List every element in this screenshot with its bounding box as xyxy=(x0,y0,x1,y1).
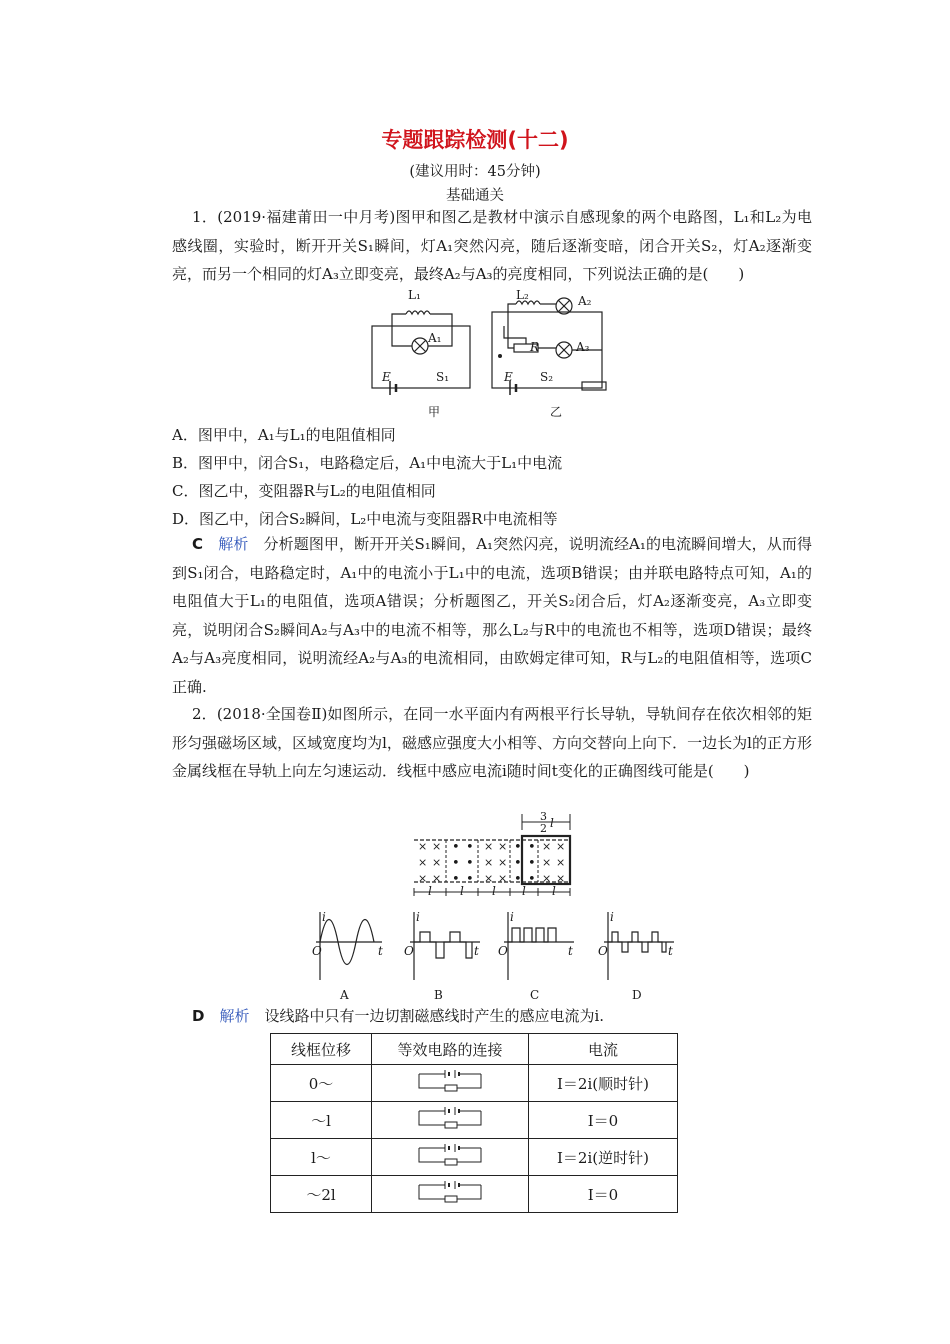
label-jia: 甲 xyxy=(428,405,441,419)
equivalent-circuit-icon xyxy=(415,1144,485,1166)
q1-explanation: 分析题图甲，断开开关S₁瞬间，A₁突然闪亮，说明流经A₁的电流瞬间增大，从而得到S₁闭合，电路稳定时，A₁中的电流小于L₁中的电流，选项B错误；由并联电路特点可知，A₁的电阻值大于L₁的电阻值，选项A错误；分析题图乙，开关S₂闭合后，灯A₂逐渐变亮，A₃立即变亮，说明闭合S₂瞬间A₂与A₃中的电流不相等，那么L₂与R中的电流也不相等，选项D错误；最终A₂与A₃亮度相同，说明流经A₂与A₃的电流相同，由欧姆定律可知，R与L₂的电阻值相等，选项C正确. xyxy=(172,535,812,696)
graph-a-i-label: i xyxy=(322,910,326,924)
label-l-2: l xyxy=(460,884,464,898)
field-dot-10: • xyxy=(528,840,536,855)
graph-d-t-label: t xyxy=(668,944,673,958)
label-three: 3 xyxy=(540,810,547,823)
graph-c-i-label: i xyxy=(510,910,514,924)
graph-b-i-label: i xyxy=(416,910,420,924)
field-cross-14: × xyxy=(556,840,566,853)
circuit-cell xyxy=(372,1102,529,1139)
graph-label-c: C xyxy=(530,988,540,1002)
field-cross-12: × xyxy=(498,872,508,885)
field-dot-9: • xyxy=(514,872,522,887)
current-graphs xyxy=(308,906,678,986)
q1-option-b: B．图甲中，闭合S₁，电路稳定后，A₁中电流大于L₁中电流 xyxy=(172,454,563,472)
label-E-jia: E xyxy=(382,370,391,384)
displacement-cell: l～ xyxy=(271,1139,372,1176)
label-l-4: l xyxy=(522,884,526,898)
field-cross-16: × xyxy=(556,856,566,869)
field-cross-5: × xyxy=(418,872,428,885)
current-cell: I＝2i(顺时针) xyxy=(529,1065,678,1102)
field-dot-3: • xyxy=(452,856,460,871)
label-L2: L₂ xyxy=(516,288,529,302)
field-dot-5: • xyxy=(452,872,460,887)
field-dot-11: • xyxy=(528,856,536,871)
label-S1: S₁ xyxy=(436,370,450,384)
field-cross-10: × xyxy=(498,856,508,869)
q2-solution xyxy=(172,1002,812,1031)
graph-c-t-label: t xyxy=(568,944,573,958)
question-2-text: 2．(2018·全国卷Ⅱ)如图所示，在同一水平面内有两根平行长导轨，导轨间存在依次相邻的矩形匀强磁场区域，区域宽度均为l，磁感应强度大小相等、方向交替向上向下．一边长为l的正方形金属线框在导轨上向左匀速运动．线框中感应电流i随时间t变化的正确图线可能是( ) xyxy=(172,705,812,780)
graph-b-o-label: O xyxy=(404,944,414,958)
circuit-cell xyxy=(372,1065,529,1102)
equivalent-circuit-icon xyxy=(415,1181,485,1203)
field-dot-1: • xyxy=(452,840,460,855)
equivalent-circuit-table xyxy=(270,1033,678,1213)
graph-a-t-label: t xyxy=(378,944,383,958)
q2-explanation: 设线路中只有一边切割磁感线时产生的感应电流为i. xyxy=(264,1007,605,1025)
label-S2: S₂ xyxy=(540,370,554,384)
suggested-time: (建议用时：45分钟) xyxy=(409,164,541,180)
field-cross-1: × xyxy=(418,840,432,853)
label-A1: A₁ xyxy=(428,331,442,345)
equivalent-circuit-icon xyxy=(415,1070,485,1092)
graph-label-a: A xyxy=(340,988,349,1002)
label-l-1: l xyxy=(428,884,432,898)
displacement-cell: 0～ xyxy=(271,1065,372,1102)
field-cross-3: × xyxy=(418,856,428,869)
field-cross-18: × xyxy=(556,872,566,885)
graph-b-line xyxy=(414,932,472,958)
field-dot-6: • xyxy=(466,872,474,887)
label-E-yi: E xyxy=(504,370,513,384)
q1-option-d: D．图乙中，闭合S₂瞬间，L₂中电流与变阻器R中电流相等 xyxy=(172,510,558,528)
circuit-cell xyxy=(372,1176,529,1213)
field-dot-12: • xyxy=(528,872,536,887)
field-cross-7: × xyxy=(484,840,494,853)
field-dot-4: • xyxy=(466,856,474,871)
circuit-cell xyxy=(372,1139,529,1176)
label-A2: A₂ xyxy=(578,294,592,308)
label-yi: 乙 xyxy=(550,405,563,419)
equivalent-circuit-icon xyxy=(415,1107,485,1129)
section-heading: 基础通关 xyxy=(446,188,504,204)
field-dot-7: • xyxy=(514,840,522,855)
inductor-L1 xyxy=(406,311,430,314)
q2-answer: D xyxy=(192,1007,205,1025)
table-header: 电流 xyxy=(529,1034,678,1065)
table-header: 线框位移 xyxy=(271,1034,372,1065)
displacement-cell: ～2l xyxy=(271,1176,372,1213)
field-cross-11: × xyxy=(484,872,494,885)
junction-dot xyxy=(498,354,502,358)
label-A3: A₃ xyxy=(576,340,590,354)
table-row xyxy=(271,1065,678,1102)
graph-c-o-label: O xyxy=(498,944,508,958)
current-cell: I＝2i(逆时针) xyxy=(529,1139,678,1176)
label-l-3: l xyxy=(492,884,496,898)
table-header-row xyxy=(271,1034,678,1065)
graph-label-d: D xyxy=(632,988,642,1002)
table-header: 等效电路的连接 xyxy=(372,1034,529,1065)
label-two: 2 xyxy=(540,822,547,835)
graph-c-line xyxy=(508,928,556,942)
q2-jiexi-label: 解析 xyxy=(219,1007,250,1025)
field-dot-8: • xyxy=(514,856,522,871)
graph-label-b: B xyxy=(434,988,443,1002)
current-cell: I＝0 xyxy=(529,1102,678,1139)
field-cross-17: × xyxy=(542,872,552,885)
graph-a-o-label: O xyxy=(312,944,322,958)
label-l-top: l xyxy=(550,816,554,830)
q1-option-c: C．图乙中，变阻器R与L₂的电阻值相同 xyxy=(172,482,436,500)
field-cross-2: × xyxy=(432,840,442,853)
q1-option-a: A．图甲中，A₁与L₁的电阻值相同 xyxy=(172,426,396,444)
field-cross-13: × xyxy=(542,840,552,853)
q1-jiexi-label: 解析 xyxy=(218,535,249,553)
graph-d-o-label: O xyxy=(598,944,608,958)
label-L1: L₁ xyxy=(408,288,421,302)
current-cell: I＝0 xyxy=(529,1176,678,1213)
question-1-text: 1．(2019·福建莆田一中月考)图甲和图乙是教材中演示自感现象的两个电路图，L₁和L₂为电感线圈，实验时，断开开关S₁瞬间，灯A₁突然闪亮，随后逐渐变暗，闭合开关S₂，灯A₂逐渐变亮，而另一个相同的灯A₃立即变亮，最终A₂与A₃的亮度相同，下列说法正确的是( ) xyxy=(172,208,812,283)
field-dot-2: • xyxy=(466,840,474,855)
label-R: R xyxy=(530,340,540,354)
page-title: 专题跟踪检测(十二) xyxy=(381,128,569,152)
field-cross-4: × xyxy=(432,856,442,869)
field-cross-6: × xyxy=(432,872,442,885)
field-cross-15: × xyxy=(542,856,552,869)
field-cross-9: × xyxy=(484,856,494,869)
label-l-5: l xyxy=(552,884,556,898)
graph-b-t-label: t xyxy=(474,944,479,958)
table-row xyxy=(271,1139,678,1176)
graph-d-i-label: i xyxy=(610,910,614,924)
field-cross-8: × xyxy=(498,840,508,853)
table-row xyxy=(271,1176,678,1213)
displacement-cell: ～l xyxy=(271,1102,372,1139)
q1-answer: C xyxy=(192,535,204,553)
q1-solution xyxy=(172,530,812,701)
table-row xyxy=(271,1102,678,1139)
